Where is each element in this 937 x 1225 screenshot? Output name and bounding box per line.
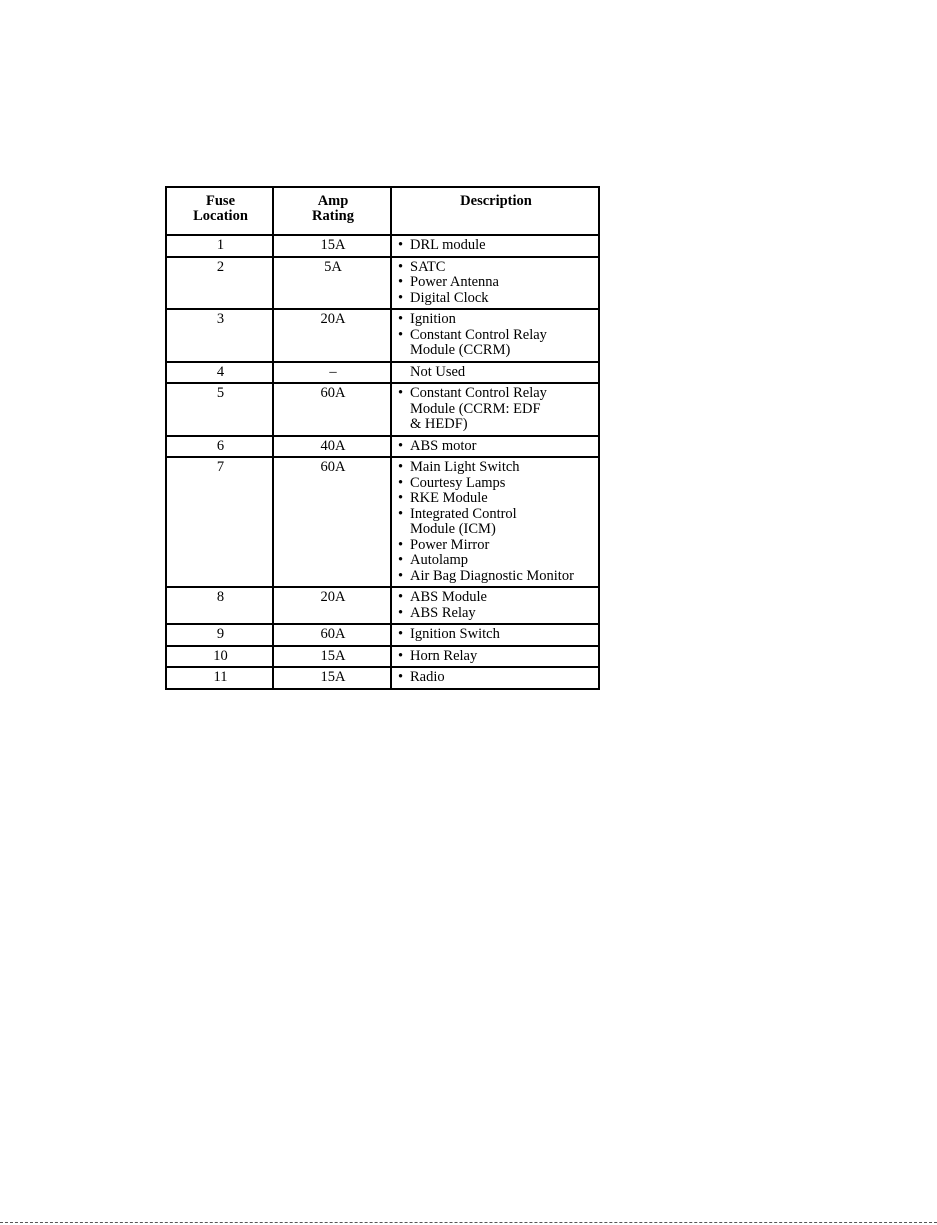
page-bottom-rule <box>0 1222 937 1223</box>
description-cell <box>391 457 599 587</box>
description-bullet-item: • ABS motor <box>398 439 594 455</box>
table-row <box>166 624 599 646</box>
fuse-table <box>165 186 600 690</box>
description-continuation: Module (ICM) <box>410 521 496 537</box>
description-bullet-item: • Air Bag Diagnostic Monitor <box>398 569 594 585</box>
description-cell <box>391 436 599 458</box>
table-row <box>166 383 599 436</box>
header-text: Rating <box>312 208 354 224</box>
description-bullet-item: • Ignition Switch <box>398 627 594 643</box>
description-bullet-item: • SATC <box>398 260 594 276</box>
description-continuation: Module (CCRM: EDF <box>410 400 541 417</box>
table-row <box>166 667 599 689</box>
description-cell <box>391 235 599 257</box>
fuse-location-cell: 10 <box>166 646 273 668</box>
amp-rating-cell: 60A <box>273 383 391 436</box>
header-text: Location <box>193 208 248 224</box>
fuse-location-cell: 8 <box>166 587 273 624</box>
amp-rating-cell: 15A <box>273 646 391 668</box>
fuse-location-cell: 1 <box>166 235 273 257</box>
table-row <box>166 257 599 310</box>
table-row <box>166 309 599 362</box>
fuse-location-cell: 3 <box>166 309 273 362</box>
description-continuation: & HEDF) <box>410 416 468 432</box>
description-bullet-item: • Autolamp <box>398 553 594 569</box>
description-bullet-item: • RKE Module <box>398 491 594 507</box>
table-header-row <box>166 187 599 235</box>
description-cell <box>391 624 599 646</box>
description-bullet-item: • Integrated Control <box>398 507 594 523</box>
fuse-location-cell: 4 <box>166 362 273 384</box>
table-row <box>166 587 599 624</box>
amp-rating-cell: – <box>273 362 391 384</box>
table-row <box>166 436 599 458</box>
description-cell <box>391 646 599 668</box>
description-bullet-item: • Ignition <box>398 312 594 328</box>
table-row <box>166 457 599 587</box>
description-cell <box>391 667 599 689</box>
description-cell <box>391 587 599 624</box>
table-body <box>166 235 599 689</box>
table-row <box>166 235 599 257</box>
description-bullet-item: • Power Mirror <box>398 538 594 554</box>
description-cell <box>391 362 599 384</box>
description-continuation: Module (CCRM) <box>410 342 511 358</box>
description-bullet-item: • ABS Module <box>398 590 594 606</box>
amp-rating-cell: 60A <box>273 624 391 646</box>
fuse-location-cell: 5 <box>166 383 273 436</box>
header-fuse-location <box>166 187 273 235</box>
description-bullet-item: • ABS Relay <box>398 606 594 622</box>
description-bullet-item: • Courtesy Lamps <box>398 476 594 492</box>
table-row <box>166 646 599 668</box>
description-bullet-item: • Main Light Switch <box>398 460 594 476</box>
description-bullet-item: • Power Antenna <box>398 275 594 291</box>
amp-rating-cell: 20A <box>273 587 391 624</box>
table-row <box>166 362 599 384</box>
header-amp-rating <box>273 187 391 235</box>
header-text: Description <box>460 193 532 209</box>
header-text: Fuse <box>206 193 235 209</box>
amp-rating-cell: 20A <box>273 309 391 362</box>
description-bullet-item: • Horn Relay <box>398 649 594 665</box>
description-bullet-item: • Digital Clock <box>398 291 594 307</box>
header-description <box>391 187 599 235</box>
header-text: Amp <box>317 193 349 209</box>
fuse-location-cell: 9 <box>166 624 273 646</box>
description-bullet-item: • Constant Control Relay <box>398 328 594 344</box>
amp-rating-cell: 60A <box>273 457 391 587</box>
amp-rating-cell: 40A <box>273 436 391 458</box>
description-cell <box>391 383 599 436</box>
description-bullet-item: • Constant Control Relay <box>398 386 594 402</box>
amp-rating-cell: 5A <box>273 257 391 310</box>
amp-rating-cell: 15A <box>273 667 391 689</box>
fuse-location-cell: 11 <box>166 667 273 689</box>
fuse-location-cell: 2 <box>166 257 273 310</box>
description-bullet-item: • Radio <box>398 670 594 686</box>
description-cell <box>391 257 599 310</box>
fuse-location-cell: 6 <box>166 436 273 458</box>
description-continuation: Not Used <box>410 363 466 380</box>
fuse-location-cell: 7 <box>166 457 273 587</box>
amp-rating-cell: 15A <box>273 235 391 257</box>
description-bullet-item: • DRL module <box>398 238 594 254</box>
description-cell <box>391 309 599 362</box>
